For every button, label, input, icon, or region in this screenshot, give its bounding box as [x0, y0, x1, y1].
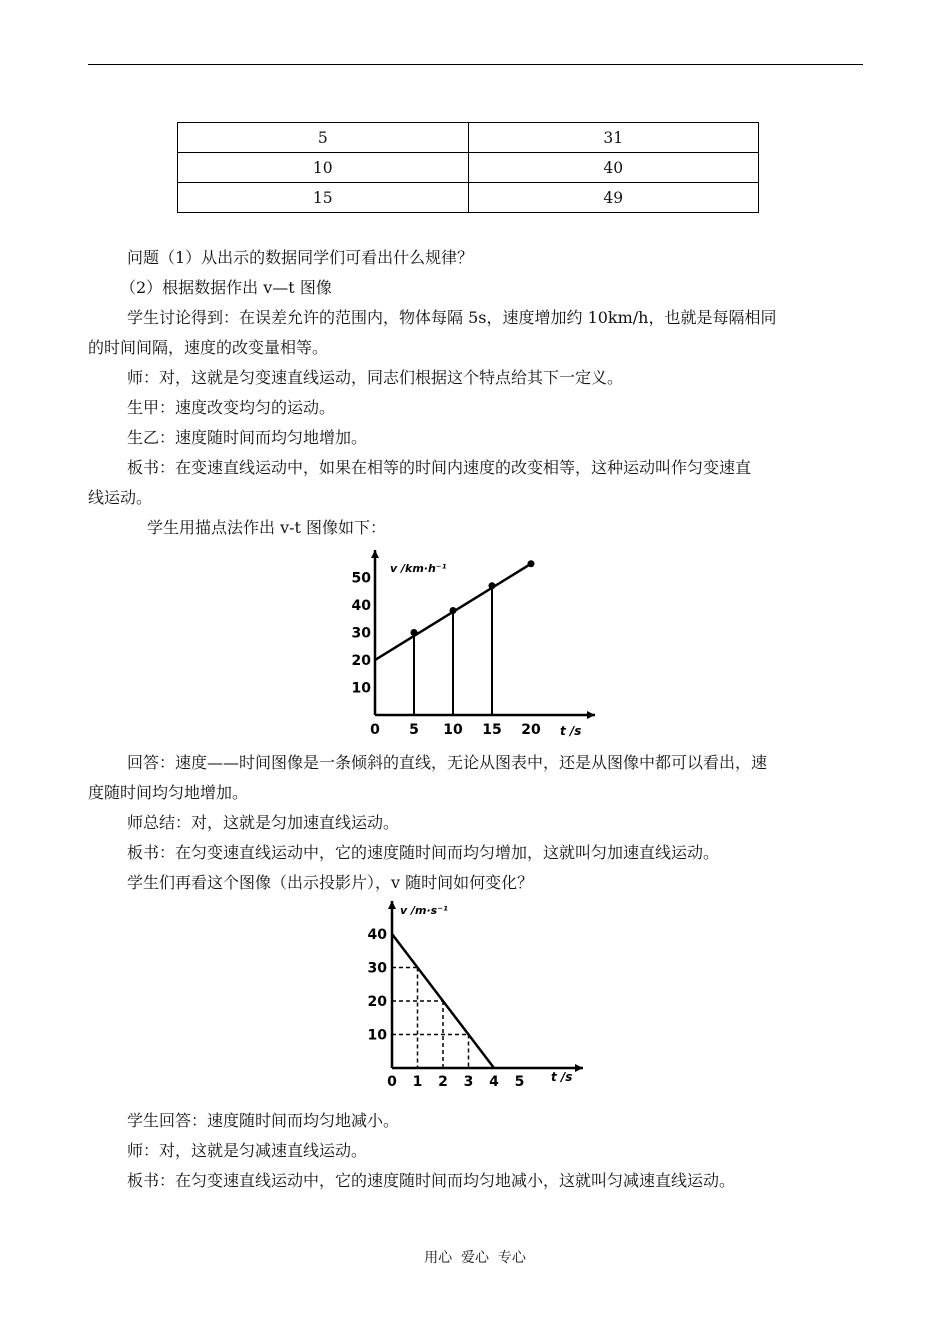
table-cell: 15 [178, 183, 469, 213]
board-note-1-line-1: 板书：在变速直线运动中，如果在相等的时间内速度的改变相等，这种运动叫作匀变速直 [127, 458, 752, 477]
x-axis-arrow [575, 1064, 583, 1072]
y-tick-label: 20 [367, 994, 387, 1010]
footer-motto: 用心 爱心 专心 [424, 1250, 526, 1266]
y-tick-label: 10 [367, 1027, 387, 1044]
x-tick-label: 15 [482, 722, 502, 738]
table-row [178, 123, 759, 153]
x-tick-label: 20 [521, 722, 541, 738]
answer-line-1: 回答：速度——时间图像是一条倾斜的直线，无论从图表中，还是从图像中都可以看出，速 [127, 753, 768, 772]
table-cell: 10 [178, 153, 469, 183]
header-rule [88, 64, 863, 65]
table-row [178, 183, 759, 213]
table-row [178, 153, 759, 183]
data-table [177, 122, 759, 213]
board-note-3: 板书：在匀变速直线运动中，它的速度随时间而均匀地减小，这就叫匀减速直线运动。 [127, 1171, 736, 1190]
y-axis-label: v /m·s⁻¹ [400, 904, 448, 917]
velocity-time-chart-increasing [340, 545, 610, 745]
data-point [411, 629, 418, 636]
x-tick-label: 0 [387, 1074, 397, 1090]
teacher-line-1: 师：对，这就是匀变速直线运动，同志们根据这个特点给其下一定义。 [127, 368, 624, 387]
student-b-line: 生乙：速度随时间而均匀地增加。 [127, 428, 368, 447]
y-tick-label: 10 [351, 680, 371, 697]
table-cell: 31 [468, 123, 759, 153]
x-axis-label: t /s [560, 724, 582, 738]
y-axis-arrow [388, 901, 396, 909]
x-tick-label: 4 [489, 1074, 499, 1090]
x-tick-label: 2 [438, 1074, 448, 1090]
data-point [528, 560, 535, 567]
teacher-line-2: 师：对，这就是匀减速直线运动。 [127, 1141, 368, 1160]
table-cell: 5 [178, 123, 469, 153]
table-cell: 40 [468, 153, 759, 183]
data-point [450, 607, 457, 614]
data-point [489, 582, 496, 589]
x-tick-label: 5 [514, 1074, 525, 1090]
x-axis-label: t /s [551, 1070, 573, 1084]
student-a-line: 生甲：速度改变均匀的运动。 [127, 398, 336, 417]
velocity-time-chart-decreasing [355, 898, 595, 1093]
table-cell: 49 [468, 183, 759, 213]
y-tick-label: 20 [351, 653, 371, 669]
y-axis-label: v /km·h⁻¹ [390, 562, 447, 575]
x-tick-label: 1 [412, 1074, 423, 1090]
x-tick-label: 3 [463, 1074, 474, 1090]
y-tick-label: 50 [351, 570, 371, 587]
question-2: （2）根据数据作出 v—t 图像 [120, 278, 332, 297]
y-tick-label: 30 [351, 625, 371, 642]
x-tick-label: 5 [409, 722, 419, 738]
y-axis-arrow [371, 550, 379, 558]
x-tick-label: 0 [370, 722, 380, 738]
x-tick-label: 10 [443, 722, 463, 738]
answer-line-2: 度随时间均匀地增加。 [88, 783, 249, 802]
y-tick-label: 30 [367, 960, 387, 977]
board-note-2: 板书：在匀变速直线运动中，它的速度随时间而均匀增加，这就叫匀加速直线运动。 [127, 843, 720, 862]
board-note-1-line-2: 线运动。 [88, 488, 153, 507]
question-1: 问题（1）从出示的数据同学们可看出什么规律？ [127, 248, 474, 267]
discussion-line-2: 的时间间隔，速度的改变量相等。 [88, 338, 329, 357]
look-again-question: 学生们再看这个图像（出示投影片），v 随时间如何变化？ [127, 873, 534, 892]
y-tick-label: 40 [367, 927, 387, 943]
x-axis-arrow [587, 711, 595, 719]
discussion-line-1: 学生讨论得到：在误差允许的范围内，物体每隔 5s，速度增加约 10km/h，也就是每隔相同 [127, 308, 777, 327]
teacher-summary: 师总结：对，这就是匀加速直线运动。 [127, 813, 400, 832]
student-answer: 学生回答：速度随时间而均匀地减小。 [127, 1111, 400, 1130]
plot-intro: 学生用描点法作出 v-t 图像如下： [147, 518, 387, 537]
y-tick-label: 40 [351, 598, 371, 614]
